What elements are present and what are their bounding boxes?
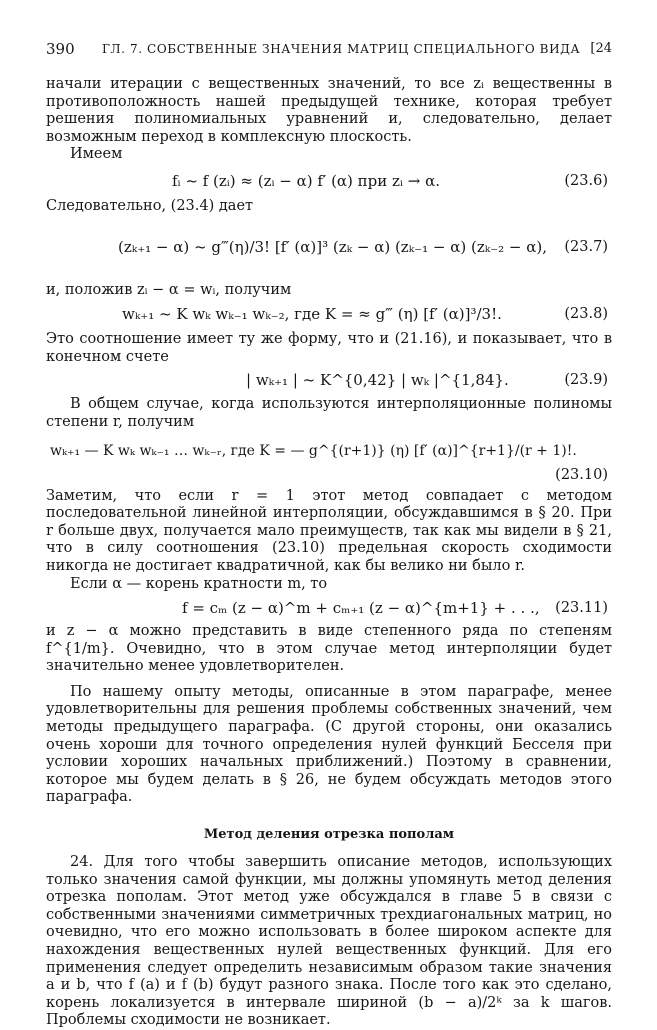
paragraph-11: 24. Для того чтобы завершить описание методов, использующих только значения самой функции, мы должны упомянуть метод деления отрезка пополам. Этот метод уже обсуждался в главе 5 в связи с собственными значениями симметричных трехдиагональных матриц, но очевидно, что его можно использовать в более широком аспекте для нахождения вещественных нулей вещественных функций. Для его применения следует определить независимым образом такие значения a и b, что f (a) и f (b) будут разного знака. После того как это сделано, корень локализуется в интервале шириной (b − a)/2ᵏ за k шагов. Проблемы сходимости не возникает.	[46, 854, 612, 1029]
equation-23-8-expr: wₖ₊₁ ~ K wₖ wₖ₋₁ wₖ₋₂, где K = ≈ g‴ (η) [f′ (α)]³/3!.	[122, 305, 502, 324]
running-head-title: ГЛ. 7. СОБСТВЕННЫЕ ЗНАЧЕНИЯ МАТРИЦ СПЕЦИАЛЬНОГО ВИДА	[102, 42, 581, 56]
section-mark: [24	[590, 41, 612, 56]
paragraph-2: Имеем	[70, 146, 123, 163]
equation-23-10-expr: wₖ₊₁ — K wₖ wₖ₋₁ … wₖ₋ᵣ, где K = — g^{(r+1)} (η) [f′ (α)]^{r+1}/(r + 1)!.	[50, 442, 577, 459]
paragraph-7: Заметим, что если r = 1 этот метод совпадает с методом последовательной линейной интерполяции, обсуждавшимся в § 20. При r больше двух, получается мало преимуществ, так как мы видели в § 21, что в силу соотношения (23.10) предельная скорость сходимости никогда не достигает квадратичной, как бы велико ни было r.	[46, 487, 612, 574]
equation-23-6-expr: fᵢ ~ f (zᵢ) ≈ (zᵢ − α) f′ (α) при zᵢ → α.	[172, 171, 440, 190]
paragraph-10: По нашему опыту методы, описанные в этом параграфе, менее удовлетворительны для решения проблемы собственных значений, чем методы предыдущего параграфа. (С другой стороны, они оказались очень хороши для точного определения нулей функций Бесселя при условии хороших начальных приближений.) Поэтому в сравнении, которое мы будем делать в § 26, не будем обсуждать методов этого параграфа.	[46, 683, 612, 806]
paragraph-3: Следовательно, (23.4) дает	[46, 197, 254, 214]
equation-23-11	[46, 593, 612, 623]
equation-23-10-label: (23.10)	[555, 466, 608, 483]
equation-23-7	[46, 216, 612, 282]
equation-23-6	[46, 164, 612, 198]
equation-23-8	[46, 299, 612, 331]
paragraph-4: и, положив zᵢ − α = wᵢ, получим	[46, 281, 292, 298]
equation-23-7-label: (23.7)	[564, 238, 608, 255]
section-title: Метод деления отрезка пополам	[203, 827, 455, 843]
page-number: 390	[46, 40, 75, 58]
book-page	[46, 40, 612, 1030]
paragraph-9: и z − α можно представить в виде степенного ряда по степеням f^{1/m}. Очевидно, что в этом случае метод интерполяции будет значительно менее удовлетворителен.	[46, 623, 612, 675]
equation-23-9-expr: | wₖ₊₁ | ~ K^{0,42} | wₖ |^{1,84}.	[246, 371, 509, 390]
paragraph-1: начали итерации с вещественных значений, то все zᵢ вещественны в противоположность нашей предыдущей технике, которая требует решения полиномиальных уравнений и, следовательно, делает возможным переход в комплексную плоскость.	[46, 76, 612, 145]
equation-23-8-label: (23.8)	[564, 306, 608, 323]
equation-23-9-label: (23.9)	[564, 372, 608, 389]
running-header	[46, 40, 612, 64]
equation-23-11-expr: f = cₘ (z − α)^m + cₘ₊₁ (z − α)^{m+1} + . . .,	[182, 599, 540, 618]
equation-23-7-expr: (zₖ₊₁ − α) ~ g‴(η)/3! [f′ (α)]³ (zₖ − α) (zₖ₋₁ − α) (zₖ₋₂ − α),	[118, 237, 547, 256]
paragraph-6: В общем случае, когда используются интерполяционные полиномы степени r, получим	[46, 396, 612, 430]
paragraph-8: Если α — корень кратности m, то	[70, 575, 328, 592]
equation-23-9	[46, 366, 612, 396]
equation-23-10	[46, 432, 612, 488]
paragraph-5: Это соотношение имеет ту же форму, что и (21.16), и показывает, что в конечном счете	[46, 331, 612, 365]
equation-23-11-label: (23.11)	[555, 600, 608, 617]
equation-23-6-label: (23.6)	[564, 172, 608, 189]
